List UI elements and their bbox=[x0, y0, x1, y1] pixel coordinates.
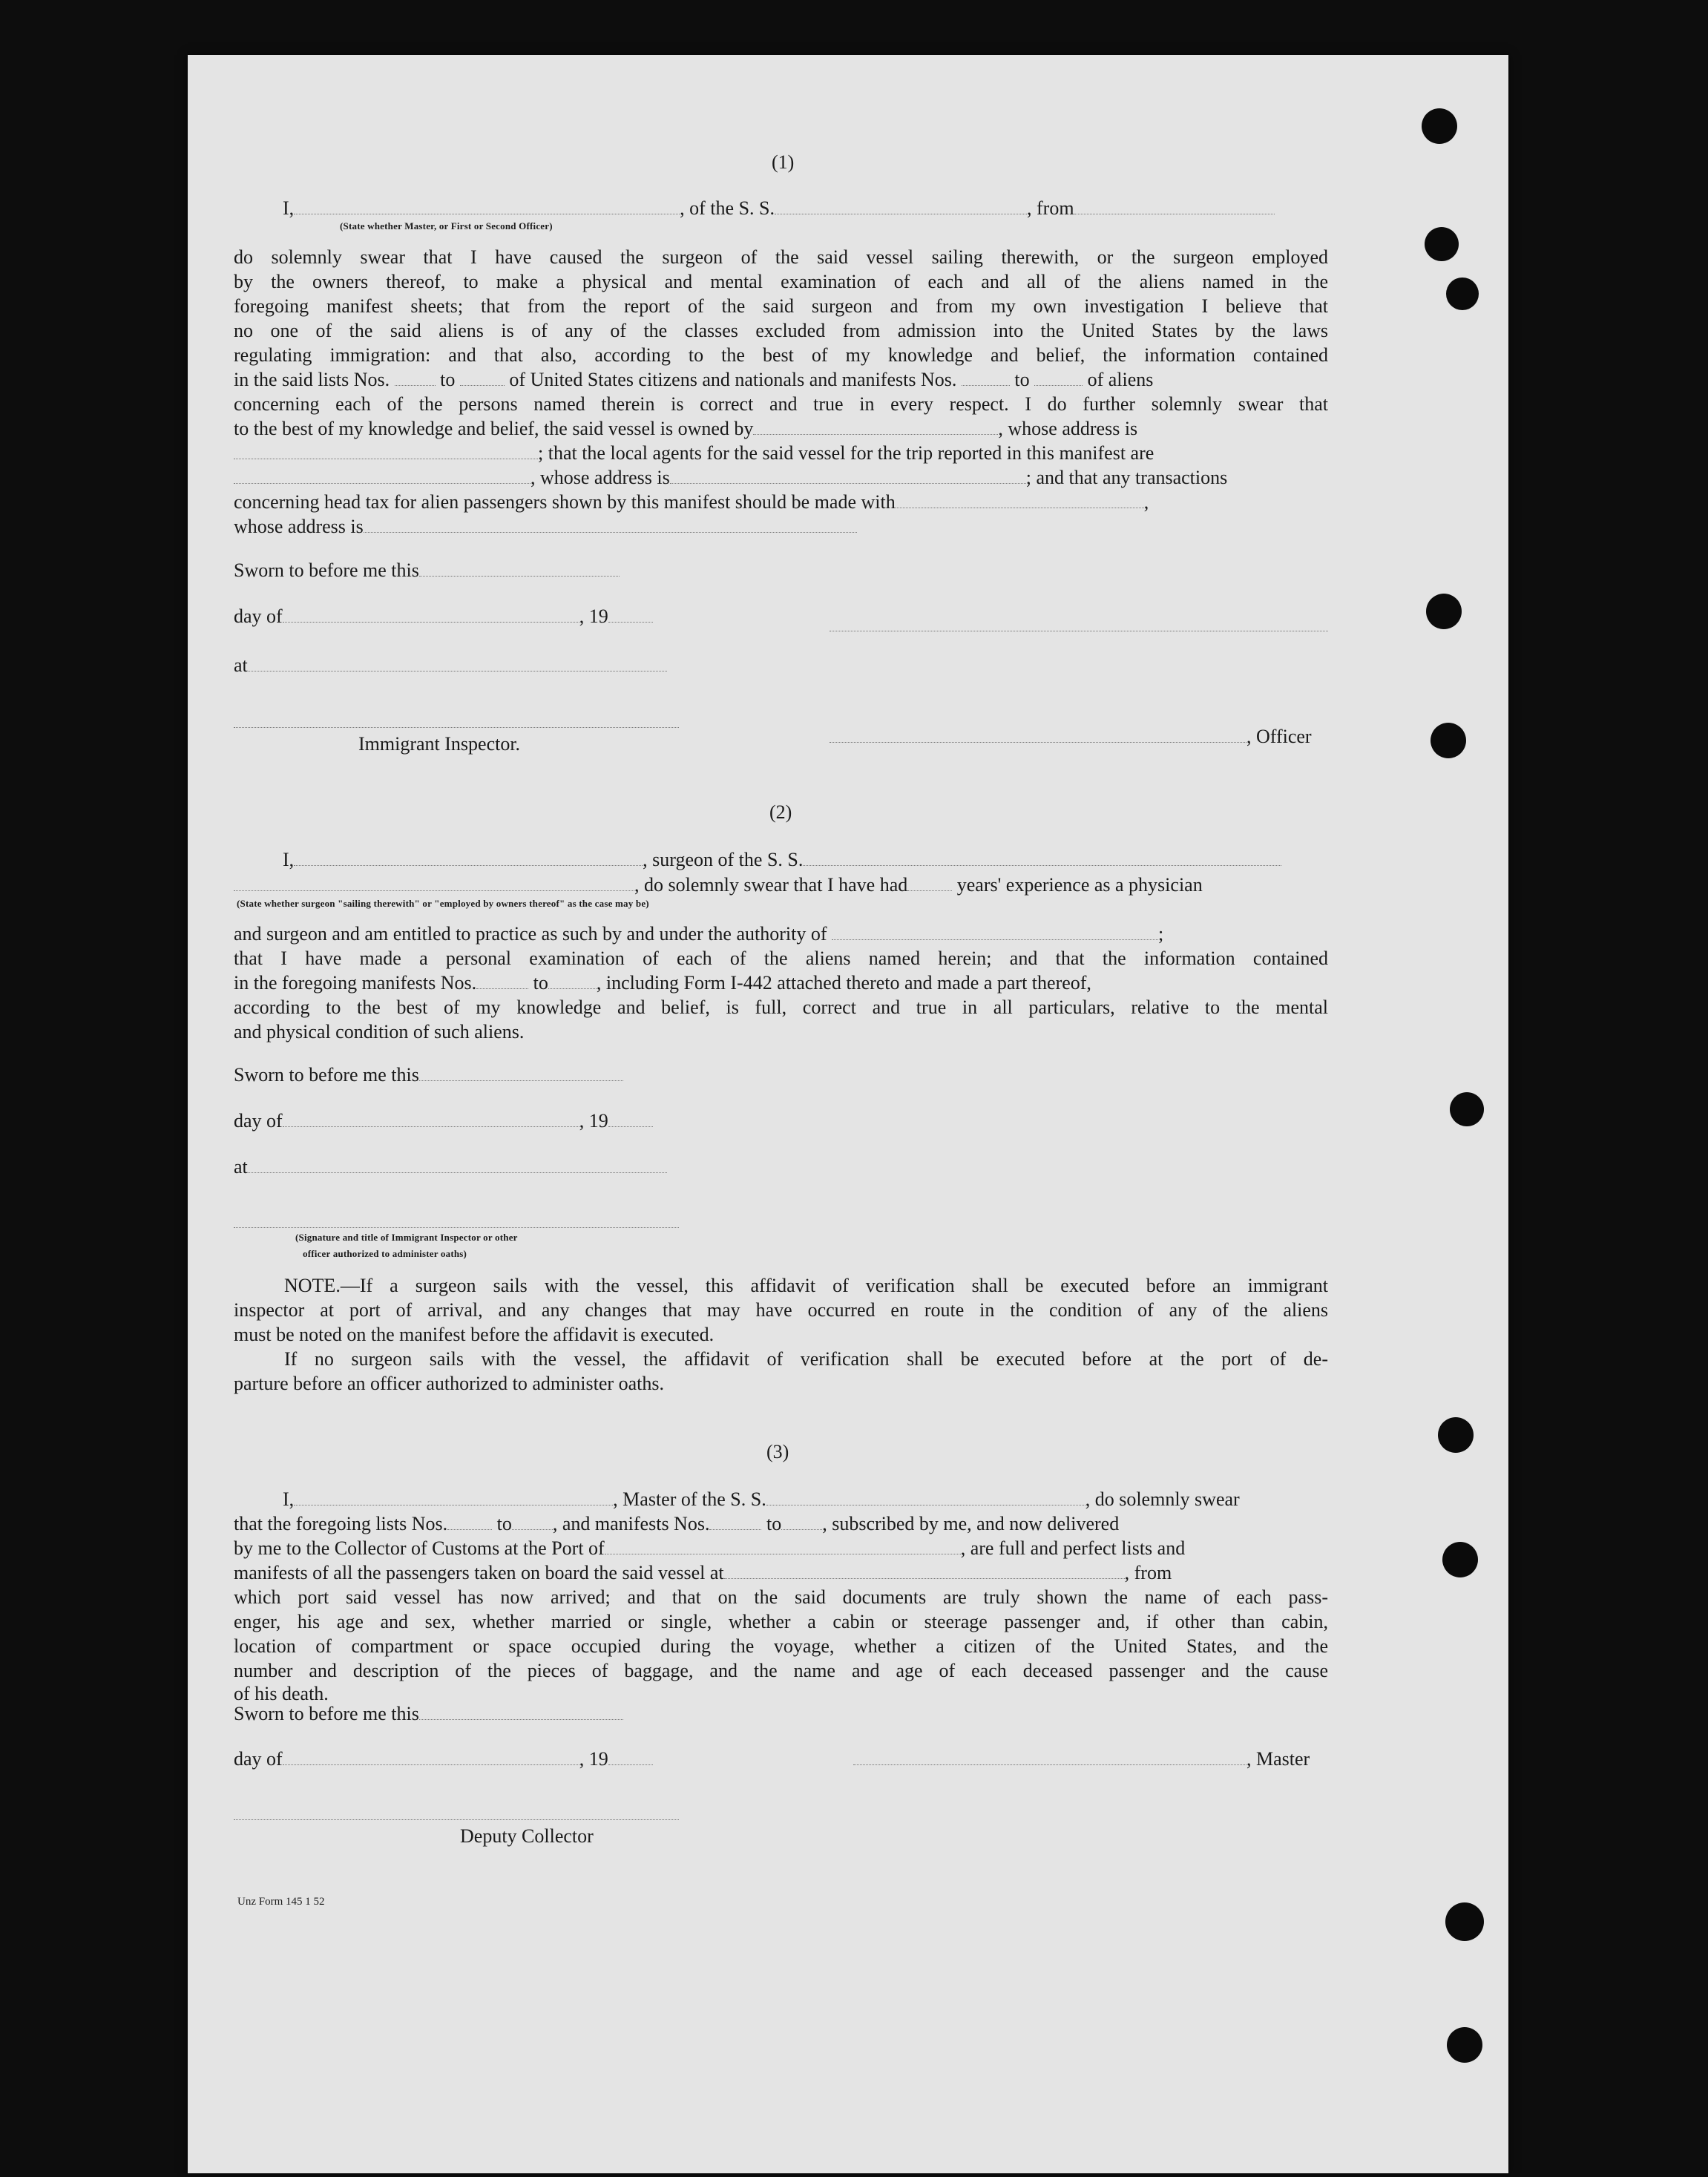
s1-sworn: Sworn to before me this bbox=[234, 558, 620, 582]
punch-hole-7 bbox=[1438, 1417, 1474, 1453]
s2-note-line-5: parture before an officer authorized to administer oaths. bbox=[234, 1373, 664, 1394]
s3-para-line-3: location of compartment or space occupied during the voyage, whether a citizen of the United States, and the bbox=[234, 1635, 1328, 1657]
s1-para-line-7: concerning each of the persons named therein is correct and true in every respect. I do further solemnly swear that bbox=[234, 393, 1328, 415]
section-2-title: (2) bbox=[769, 801, 792, 823]
s3-master: , Master bbox=[853, 1747, 1310, 1771]
s3-para-line-1: which port said vessel has now arrived; and that on the said documents are truly shown the name of each pass- bbox=[234, 1586, 1328, 1608]
s2-note-line-2: inspector at port of arrival, and any changes that may have occurred en route in the condition of any of the aliens bbox=[234, 1299, 1328, 1321]
s1-officer: , Officer bbox=[830, 724, 1312, 749]
s1-at: at bbox=[234, 653, 667, 677]
s1-para-line-5: regulating immigration: and that also, according to the best of my knowledge and belief, the information contained bbox=[234, 344, 1328, 366]
s1-para-line-6: in the said lists Nos. to of United States citizens and nationals and manifests Nos. to of aliens bbox=[234, 369, 1154, 390]
punch-hole-6 bbox=[1450, 1092, 1484, 1126]
s1-line-1: I, , of the S. S. , from bbox=[283, 196, 1275, 220]
s1-para-line-1: do solemnly swear that I have caused the surgeon of the said vessel sailing therewith, or the surgeon employed bbox=[234, 246, 1328, 268]
section-1-title: (1) bbox=[772, 151, 795, 173]
punch-hole-1 bbox=[1422, 108, 1457, 144]
s3-sworn: Sworn to before me this bbox=[234, 1701, 623, 1726]
s2-para-line-4: according to the best of my knowledge and belief, is full, correct and true in all particulars, relative to the mental bbox=[234, 996, 1328, 1018]
s2-note-line-1: NOTE.—If a surgeon sails with the vessel, this affidavit of verification shall be executed before an immigrant bbox=[284, 1275, 1328, 1296]
form-number: Unz Form 145 1 52 bbox=[237, 1896, 325, 1908]
s1-officer-note: (State whether Master, or First or Second Officer) bbox=[340, 220, 553, 232]
s3-para-line-2: enger, his age and sex, whether married or single, whether a cabin or steerage passenger and, if other than cabin, bbox=[234, 1611, 1328, 1632]
s1-inspector-signature-line bbox=[234, 727, 679, 728]
s1-para-line-4: no one of the said aliens is of any of the classes excluded from admission into the United States by the laws bbox=[234, 320, 1328, 341]
s3-para-line-4: number and description of the pieces of baggage, and the name and age of each deceased passenger and the cause bbox=[234, 1660, 1328, 1681]
s3-line-1: I, , Master of the S. S. , do solemnly swear bbox=[283, 1488, 1240, 1510]
s1-para-line-3: foregoing manifest sheets; that from the report of the said surgeon and from my own investigation I believe that bbox=[234, 295, 1328, 317]
s3-collector-signature-line bbox=[234, 1819, 679, 1820]
s1-para-line-10: , whose address is ; and that any transactions bbox=[234, 465, 1227, 490]
s1-day-of: day of , 19 bbox=[234, 604, 653, 628]
s3-line-2: that the foregoing lists Nos. to , and manifests Nos. to , subscribed by me, and now delivered bbox=[234, 1513, 1120, 1534]
s2-signature-line bbox=[234, 1227, 679, 1228]
s1-immigrant-inspector: Immigrant Inspector. bbox=[358, 733, 521, 755]
s2-para-line-1: and surgeon and am entitled to practice as such by and under the authority of ; bbox=[234, 923, 1164, 945]
s3-line-3: by me to the Collector of Customs at the Port of , are full and perfect lists and bbox=[234, 1537, 1186, 1559]
s2-sworn: Sworn to before me this bbox=[234, 1063, 623, 1087]
s1-para-line-11: concerning head tax for alien passengers shown by this manifest should be made with , bbox=[234, 491, 1149, 513]
s2-day-of: day of , 19 bbox=[234, 1109, 653, 1133]
s2-note-line-3: must be noted on the manifest before the affidavit is executed. bbox=[234, 1324, 715, 1345]
s2-line-1: I, , surgeon of the S. S. bbox=[283, 847, 1281, 872]
s2-signature-note-1: (Signature and title of Immigrant Inspector or other bbox=[295, 1232, 518, 1243]
s2-signature-note-2: officer authorized to administer oaths) bbox=[303, 1248, 467, 1259]
s2-para-line-5: and physical condition of such aliens. bbox=[234, 1021, 525, 1042]
section-3-title: (3) bbox=[766, 1441, 789, 1462]
s1-para-line-2: by the owners thereof, to make a physical and mental examination of each and all of the aliens named in the bbox=[234, 271, 1328, 292]
punch-hole-8 bbox=[1442, 1542, 1478, 1577]
s3-line-4: manifests of all the passengers taken on board the said vessel at , from bbox=[234, 1562, 1172, 1583]
s2-note-line-4: If no surgeon sails with the vessel, the affidavit of verification shall be executed before at the port of de- bbox=[284, 1348, 1328, 1370]
punch-hole-3 bbox=[1446, 278, 1479, 310]
s2-at: at bbox=[234, 1155, 667, 1179]
punch-hole-5 bbox=[1431, 723, 1466, 758]
s1-para-line-12: whose address is bbox=[234, 514, 857, 539]
s3-deputy-collector: Deputy Collector bbox=[460, 1825, 594, 1847]
punch-hole-2 bbox=[1425, 227, 1459, 261]
s3-para-line-5: of his death. bbox=[234, 1683, 329, 1704]
punch-hole-10 bbox=[1447, 2027, 1482, 2063]
s3-day-of: day of , 19 bbox=[234, 1747, 653, 1771]
s2-para-line-3: in the foregoing manifests Nos. to , including Form I-442 attached thereto and made a part thereof, bbox=[234, 972, 1091, 994]
s1-para-line-8: to the best of my knowledge and belief, the said vessel is owned by , whose address is bbox=[234, 418, 1138, 439]
s2-para-line-2: that I have made a personal examination of each of the aliens named herein; and that the information contained bbox=[234, 948, 1328, 969]
punch-hole-9 bbox=[1445, 1902, 1484, 1941]
s1-para-line-9: ; that the local agents for the said vessel for the trip reported in this manifest are bbox=[234, 441, 1154, 465]
s2-surgeon-note: (State whether surgeon "sailing therewith" or "employed by owners thereof" as the case may be) bbox=[237, 898, 649, 909]
punch-hole-4 bbox=[1426, 594, 1462, 629]
s2-line-2: , do solemnly swear that I have had years' experience as a physician bbox=[234, 873, 1203, 897]
